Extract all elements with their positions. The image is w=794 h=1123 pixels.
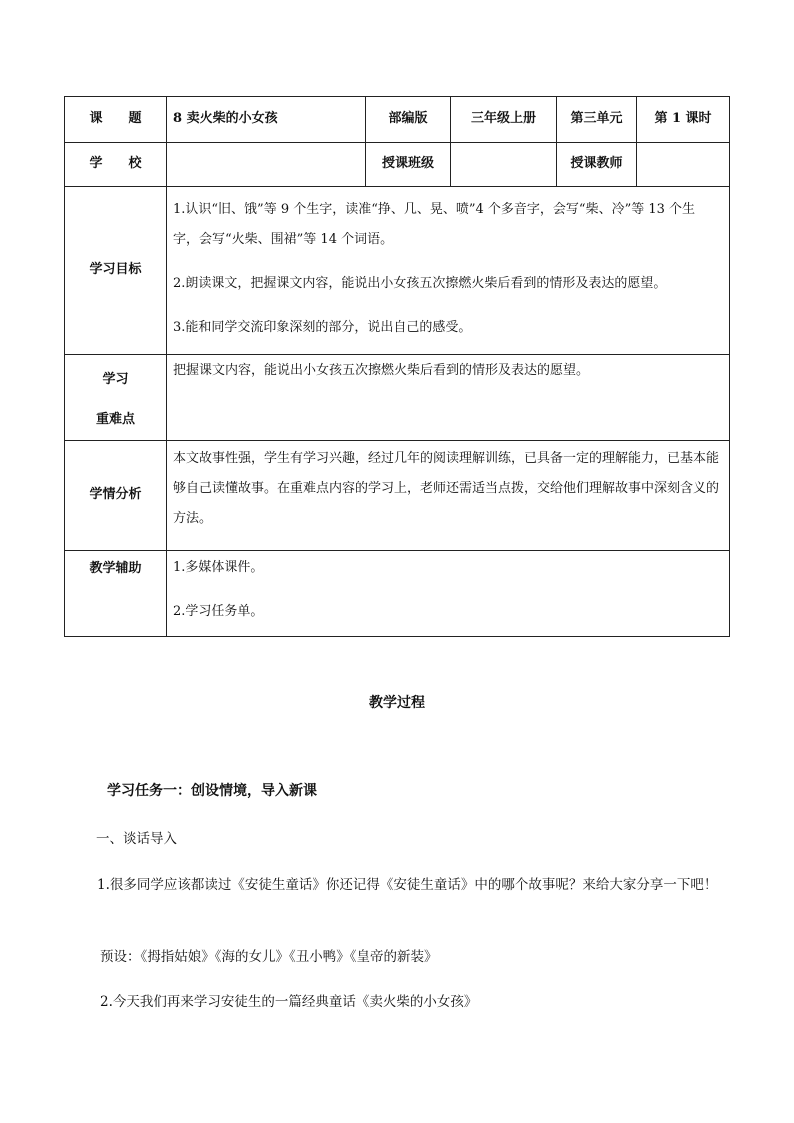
school-label: 学 校 [65,143,167,187]
aids-content [167,551,730,637]
lesson-plan-table [64,96,730,637]
course-label: 课 题 [65,97,167,143]
key-points-label-line1: 学习 [102,372,129,387]
aids-label: 教学辅助 [65,551,167,637]
objective-item: 3.能和同学交流印象深刻的部分，说出自己的感受。 [173,320,472,335]
key-points-label [65,355,167,441]
subheading: 一、谈话导入 [96,831,177,847]
key-points-content: 把握课文内容，能说出小女孩五次擦燃火柴后看到的情形及表达的愿望。 [167,355,730,441]
teacher-value [637,143,730,187]
key-points-label-line2: 重难点 [95,412,135,427]
class-value [451,143,557,187]
teacher-label: 授课教师 [557,143,637,187]
objectives-content [167,187,730,355]
objectives-row [65,187,730,355]
objective-item: 1.认识“旧、饿”等 9 个生字，读准“挣、几、晃、喷”4 个多音字，会写“柴、冷”等 13 个生字，会写“火柴、围裙”等 14 个词语。 [173,202,696,247]
paragraph: 1.很多同学应该都读过《安徒生童话》你还记得《安徒生童话》中的哪个故事呢？来给大家分享一下吧！ [97,877,718,893]
header-row [65,97,730,143]
section-title: 教学过程 [369,695,425,711]
school-row [65,143,730,187]
unit-cell: 第三单元 [557,97,637,143]
key-points-row [65,355,730,441]
lesson-cell: 第 1 课时 [637,97,730,143]
aid-item: 1.多媒体课件。 [173,560,264,575]
analysis-row [65,441,730,551]
aid-item: 2.学习任务单。 [173,604,264,619]
aids-row [65,551,730,637]
preset-line: 预设：《拇指姑娘》《海的女儿》《丑小鸭》《皇帝的新装》 [100,949,438,965]
analysis-label: 学情分析 [65,441,167,551]
paragraph: 2.今天我们再来学习安徒生的一篇经典童话《卖火柴的小女孩》 [100,994,478,1010]
class-label: 授课班级 [366,143,451,187]
edition-cell: 部编版 [366,97,451,143]
course-title: 8 卖火柴的小女孩 [167,97,366,143]
task-title: 学习任务一：创设情境，导入新课 [107,783,317,799]
grade-cell: 三年级上册 [451,97,557,143]
school-value [167,143,366,187]
objectives-label: 学习目标 [65,187,167,355]
objective-item: 2.朗读课文，把握课文内容，能说出小女孩五次擦燃火柴后看到的情形及表达的愿望。 [173,276,667,291]
analysis-content: 本文故事性强，学生有学习兴趣，经过几年的阅读理解训练，已具备一定的理解能力，已基本能够自己读懂故事。在重难点内容的学习上，老师还需适当点拨，交给他们理解故事中深刻含义的方法。 [167,441,730,551]
